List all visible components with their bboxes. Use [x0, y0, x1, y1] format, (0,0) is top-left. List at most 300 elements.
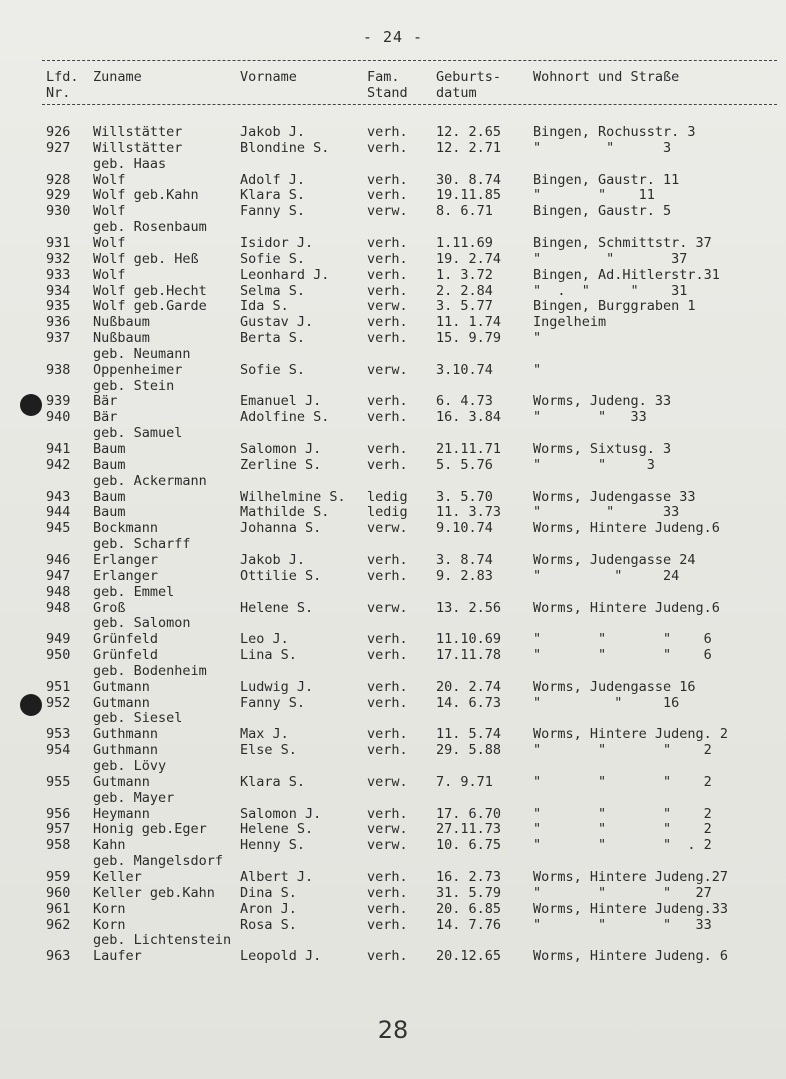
cell-wohnort: Worms, Hintere Judeng.6: [533, 599, 720, 616]
table-row: [0, 298, 786, 314]
cell-geburt: 5. 5.76: [436, 456, 493, 473]
cell-zuname: Honig geb.Eger: [93, 821, 207, 838]
cell-fam: verh.: [367, 805, 408, 822]
cell-geburt: 2. 2.84: [436, 282, 493, 299]
cell-geburt: 17.11.78: [436, 647, 502, 664]
cell-zuname: Keller: [93, 868, 142, 885]
cell-wohnort: " " 16: [533, 694, 680, 711]
cell-zuname: Keller geb.Kahn: [93, 884, 215, 901]
table-row: [0, 806, 786, 822]
cell-zuname: Kahn: [93, 837, 126, 854]
cell-wohnort: " " " 2: [533, 821, 712, 838]
cell-geburt: 12. 2.65: [436, 124, 502, 140]
cell-vorname: Ida S.: [240, 298, 289, 315]
table-row: [0, 378, 786, 394]
cell-vorname: Jakob J.: [240, 551, 306, 568]
cell-wohnort: Worms, Judengasse 33: [533, 488, 696, 505]
cell-zuname: Guthmann: [93, 726, 159, 743]
cell-geburt: 11. 3.73: [436, 504, 502, 521]
cell-geburt: 6. 4.73: [436, 393, 493, 410]
cell-wohnort: Worms, Sixtusg. 3: [533, 441, 672, 457]
cell-geburt: 29. 5.88: [436, 742, 502, 759]
table-row: [0, 504, 786, 520]
footer-page-number: 28: [377, 1016, 409, 1044]
table-row: [0, 156, 786, 172]
cell-nr: 927: [46, 139, 71, 156]
cell-zuname: Baum: [93, 441, 126, 457]
cell-wohnort: Worms, Hintere Judeng.27: [533, 868, 729, 885]
cell-fam: verh.: [367, 678, 408, 695]
cell-zuname: Heymann: [93, 805, 150, 822]
cell-fam: verh.: [367, 948, 408, 965]
cell-vorname: Emanuel J.: [240, 393, 322, 410]
cell-nr: 945: [46, 520, 71, 537]
cell-fam: verh.: [367, 456, 408, 473]
cell-geburt: 15. 9.79: [436, 330, 502, 347]
cell-nr: 947: [46, 567, 71, 584]
cell-fam: verw.: [367, 361, 408, 378]
cell-fam: verh.: [367, 631, 408, 648]
cell-wohnort: " " 33: [533, 504, 680, 521]
cell-geburt: 7. 9.71: [436, 773, 493, 790]
cell-fam: verh.: [367, 884, 408, 901]
table-row: [0, 235, 786, 251]
cell-wohnort: " " 33: [533, 409, 647, 426]
cell-zuname: Wolf geb.Garde: [93, 298, 207, 315]
cell-geburt: 11. 5.74: [436, 726, 502, 743]
cell-fam: verh.: [367, 234, 408, 251]
cell-fam: verh.: [367, 266, 408, 283]
cell-nr: 953: [46, 726, 71, 743]
cell-geburt: 20.12.65: [436, 948, 502, 965]
table-row: [0, 124, 786, 140]
cell-wohnort: " " " 6: [533, 647, 712, 664]
cell-wohnort: " . " " 31: [533, 282, 688, 299]
cell-fam: verh.: [367, 250, 408, 267]
cell-zuname: geb. Siesel: [93, 710, 183, 727]
table-row: [0, 821, 786, 837]
cell-zuname: geb. Lichtenstein: [93, 932, 232, 949]
cell-wohnort: " " " 6: [533, 631, 712, 648]
cell-vorname: Adolf J.: [240, 171, 306, 188]
cell-fam: verw.: [367, 203, 408, 220]
cell-vorname: Johanna S.: [240, 520, 322, 537]
cell-geburt: 14. 6.73: [436, 694, 502, 711]
cell-nr: 961: [46, 900, 71, 917]
cell-zuname: Wolf geb.Kahn: [93, 187, 199, 204]
table-row: [0, 853, 786, 869]
cell-vorname: Salomon J.: [240, 441, 322, 457]
cell-vorname: Blondine S.: [240, 139, 330, 156]
cell-vorname: Adolfine S.: [240, 409, 330, 426]
cell-zuname: Wolf geb.Hecht: [93, 282, 207, 299]
cell-geburt: 20. 6.85: [436, 900, 502, 917]
cell-nr: 948: [46, 599, 71, 616]
cell-zuname: Baum: [93, 504, 126, 521]
cell-geburt: 21.11.71: [436, 441, 502, 457]
cell-wohnort: " " " 2: [533, 742, 712, 759]
cell-zuname: Gutmann: [93, 694, 150, 711]
header-wohnort: Wohnort und Straße: [533, 69, 680, 85]
table-row: [0, 314, 786, 330]
cell-vorname: Mathilde S.: [240, 504, 330, 521]
cell-zuname: Wolf: [93, 203, 126, 220]
cell-fam: ledig: [367, 504, 408, 521]
cell-wohnort: ": [533, 330, 542, 347]
cell-zuname: geb. Samuel: [93, 425, 183, 442]
cell-vorname: Ludwig J.: [240, 678, 314, 695]
cell-zuname: Oppenheimer: [93, 361, 183, 378]
cell-geburt: 19. 2.74: [436, 250, 502, 267]
cell-fam: verh.: [367, 916, 408, 933]
cell-geburt: 17. 6.70: [436, 805, 502, 822]
cell-vorname: Henny S.: [240, 837, 306, 854]
table-row: [0, 552, 786, 568]
table-row: [0, 489, 786, 505]
cell-fam: verw.: [367, 520, 408, 537]
cell-zuname: Nußbaum: [93, 330, 150, 347]
table-row: [0, 425, 786, 441]
table-row: [0, 837, 786, 853]
cell-wohnort: " " " 27: [533, 884, 712, 901]
cell-wohnort: " " 24: [533, 567, 680, 584]
cell-geburt: 16. 2.73: [436, 868, 502, 885]
cell-nr: 928: [46, 171, 71, 188]
cell-geburt: 31. 5.79: [436, 884, 502, 901]
table-row: [0, 869, 786, 885]
cell-vorname: Else S.: [240, 742, 297, 759]
table-row: [0, 457, 786, 473]
cell-fam: verh.: [367, 726, 408, 743]
cell-wohnort: Worms, Hintere Judeng. 2: [533, 726, 729, 743]
cell-fam: verh.: [367, 868, 408, 885]
cell-zuname: geb. Stein: [93, 377, 175, 394]
cell-nr: 937: [46, 330, 71, 347]
cell-fam: verh.: [367, 314, 408, 331]
cell-wohnort: ": [533, 361, 542, 378]
table-row: [0, 393, 786, 409]
header-geburtsdatum: Geburts- datum: [436, 69, 502, 101]
table-row: [0, 536, 786, 552]
cell-geburt: 3. 5.77: [436, 298, 493, 315]
cell-wohnort: " " 3: [533, 456, 655, 473]
cell-nr: 957: [46, 821, 71, 838]
cell-nr: 941: [46, 441, 71, 457]
cell-zuname: geb. Neumann: [93, 345, 191, 362]
table-row: [0, 172, 786, 188]
cell-fam: verh.: [367, 282, 408, 299]
cell-zuname: Baum: [93, 456, 126, 473]
cell-fam: verh.: [367, 409, 408, 426]
cell-wohnort: " " " 2: [533, 773, 712, 790]
table-row: [0, 758, 786, 774]
cell-geburt: 9.10.74: [436, 520, 493, 537]
cell-vorname: Ottilie S.: [240, 567, 322, 584]
cell-vorname: Berta S.: [240, 330, 306, 347]
cell-geburt: 12. 2.71: [436, 139, 502, 156]
cell-vorname: Fanny S.: [240, 694, 306, 711]
cell-zuname: Bär: [93, 393, 118, 410]
cell-wohnort: " " 11: [533, 187, 655, 204]
cell-nr: 952: [46, 694, 71, 711]
table-row: [0, 267, 786, 283]
header-nr: Lfd. Nr.: [46, 69, 79, 101]
cell-vorname: Albert J.: [240, 868, 314, 885]
cell-vorname: Sofie S.: [240, 250, 306, 267]
cell-geburt: 27.11.73: [436, 821, 502, 838]
table-row: [0, 917, 786, 933]
cell-vorname: Lina S.: [240, 647, 297, 664]
cell-zuname: Wolf: [93, 234, 126, 251]
cell-geburt: 19.11.85: [436, 187, 502, 204]
cell-zuname: Gutmann: [93, 773, 150, 790]
cell-geburt: 11.10.69: [436, 631, 502, 648]
cell-fam: verw.: [367, 821, 408, 838]
cell-nr: 933: [46, 266, 71, 283]
cell-nr: 926: [46, 124, 71, 140]
cell-zuname: Erlanger: [93, 551, 159, 568]
table-row: [0, 584, 786, 600]
table-row: [0, 790, 786, 806]
table-row: [0, 441, 786, 457]
cell-nr: 959: [46, 868, 71, 885]
cell-geburt: 10. 6.75: [436, 837, 502, 854]
cell-wohnort: Worms, Judengasse 24: [533, 551, 696, 568]
cell-zuname: Baum: [93, 488, 126, 505]
cell-zuname: Korn: [93, 916, 126, 933]
cell-geburt: 14. 7.76: [436, 916, 502, 933]
cell-fam: verh.: [367, 139, 408, 156]
cell-fam: verh.: [367, 694, 408, 711]
cell-wohnort: " " " 2: [533, 805, 712, 822]
cell-zuname: Bär: [93, 409, 118, 426]
punch-hole: [20, 394, 42, 416]
cell-vorname: Helene S.: [240, 821, 314, 838]
cell-geburt: 1. 3.72: [436, 266, 493, 283]
cell-vorname: Sofie S.: [240, 361, 306, 378]
cell-nr: 944: [46, 504, 71, 521]
cell-vorname: Rosa S.: [240, 916, 297, 933]
cell-zuname: Groß: [93, 599, 126, 616]
cell-geburt: 3. 5.70: [436, 488, 493, 505]
table-row: [0, 615, 786, 631]
cell-zuname: Wolf: [93, 171, 126, 188]
header-vorname: Vorname: [240, 69, 297, 85]
cell-vorname: Aron J.: [240, 900, 297, 917]
table-row: [0, 219, 786, 235]
cell-vorname: Jakob J.: [240, 124, 306, 140]
cell-nr: 962: [46, 916, 71, 933]
cell-zuname: Laufer: [93, 948, 142, 965]
cell-nr: 936: [46, 314, 71, 331]
table-row: [0, 346, 786, 362]
cell-zuname: Bockmann: [93, 520, 159, 537]
cell-vorname: Leonhard J.: [240, 266, 330, 283]
cell-nr: 939: [46, 393, 71, 410]
cell-fam: verh.: [367, 742, 408, 759]
cell-zuname: geb. Haas: [93, 155, 167, 172]
cell-nr: 951: [46, 678, 71, 695]
cell-fam: verh.: [367, 330, 408, 347]
cell-fam: verh.: [367, 393, 408, 410]
table-row: [0, 726, 786, 742]
cell-vorname: Max J.: [240, 726, 289, 743]
cell-nr: 954: [46, 742, 71, 759]
cell-nr: 942: [46, 456, 71, 473]
punch-hole: [20, 694, 42, 716]
cell-wohnort: Bingen, Gaustr. 5: [533, 203, 672, 220]
cell-zuname: Wolf: [93, 266, 126, 283]
cell-geburt: 30. 8.74: [436, 171, 502, 188]
cell-wohnort: Worms, Judeng. 33: [533, 393, 672, 410]
cell-wohnort: Bingen, Gaustr. 11: [533, 171, 680, 188]
table-row: [0, 710, 786, 726]
cell-zuname: Grünfeld: [93, 631, 159, 648]
cell-nr: 932: [46, 250, 71, 267]
cell-vorname: Leopold J.: [240, 948, 322, 965]
table-row: [0, 742, 786, 758]
cell-nr: 946: [46, 551, 71, 568]
cell-wohnort: Bingen, Burggraben 1: [533, 298, 696, 315]
cell-zuname: Korn: [93, 900, 126, 917]
cell-zuname: geb. Mangelsdorf: [93, 853, 224, 870]
header-zuname: Zuname: [93, 69, 142, 85]
cell-nr: 929: [46, 187, 71, 204]
table-row: [0, 251, 786, 267]
table-row: [0, 283, 786, 299]
cell-nr: 931: [46, 234, 71, 251]
cell-geburt: 1.11.69: [436, 234, 493, 251]
cell-geburt: 9. 2.83: [436, 567, 493, 584]
cell-nr: 949: [46, 631, 71, 648]
cell-nr: 956: [46, 805, 71, 822]
table-row: [0, 885, 786, 901]
cell-fam: verh.: [367, 124, 408, 140]
cell-fam: verw.: [367, 599, 408, 616]
cell-wohnort: Ingelheim: [533, 314, 607, 331]
table-row: [0, 568, 786, 584]
cell-nr: 963: [46, 948, 71, 965]
cell-wohnort: Bingen, Ad.Hitlerstr.31: [533, 266, 720, 283]
cell-wohnort: Bingen, Rochusstr. 3: [533, 124, 696, 140]
cell-nr: 938: [46, 361, 71, 378]
table-row: [0, 932, 786, 948]
table-row: [0, 330, 786, 346]
cell-geburt: 16. 3.84: [436, 409, 502, 426]
cell-zuname: geb. Ackermann: [93, 472, 207, 489]
cell-wohnort: Worms, Hintere Judeng.6: [533, 520, 720, 537]
cell-wohnort: " " " . 2: [533, 837, 712, 854]
table-row: [0, 203, 786, 219]
cell-zuname: Nußbaum: [93, 314, 150, 331]
cell-vorname: Dina S.: [240, 884, 297, 901]
cell-wohnort: Worms, Judengasse 16: [533, 678, 696, 695]
header-top-rule: [42, 60, 777, 61]
table-row: [0, 948, 786, 964]
cell-zuname: geb. Lövy: [93, 758, 167, 774]
table-row: [0, 600, 786, 616]
cell-geburt: 3. 8.74: [436, 551, 493, 568]
cell-nr: 955: [46, 773, 71, 790]
cell-geburt: 11. 1.74: [436, 314, 502, 331]
table-row: [0, 631, 786, 647]
cell-zuname: Gutmann: [93, 678, 150, 695]
cell-nr: 958: [46, 837, 71, 854]
cell-nr: 948: [46, 583, 71, 600]
cell-zuname: Wolf geb. Heß: [93, 250, 199, 267]
cell-vorname: Klara S.: [240, 773, 306, 790]
cell-vorname: Helene S.: [240, 599, 314, 616]
cell-vorname: Selma S.: [240, 282, 306, 299]
table-row: [0, 647, 786, 663]
table-row: [0, 362, 786, 378]
cell-zuname: geb. Bodenheim: [93, 662, 207, 679]
table-row: [0, 695, 786, 711]
table-row: [0, 663, 786, 679]
cell-fam: verw.: [367, 298, 408, 315]
cell-geburt: 8. 6.71: [436, 203, 493, 220]
cell-nr: 943: [46, 488, 71, 505]
cell-vorname: Leo J.: [240, 631, 289, 648]
cell-fam: verh.: [367, 900, 408, 917]
page-number: - 24 -: [362, 28, 424, 46]
cell-wohnort: Bingen, Schmittstr. 37: [533, 234, 712, 251]
cell-wohnort: " " " 33: [533, 916, 712, 933]
cell-vorname: Klara S.: [240, 187, 306, 204]
cell-fam: ledig: [367, 488, 408, 505]
cell-zuname: geb. Mayer: [93, 789, 175, 806]
cell-wohnort: " " 37: [533, 250, 688, 267]
cell-zuname: Erlanger: [93, 567, 159, 584]
cell-wohnort: Worms, Hintere Judeng. 6: [533, 948, 729, 965]
table-row: [0, 140, 786, 156]
cell-nr: 950: [46, 647, 71, 664]
cell-nr: 934: [46, 282, 71, 299]
cell-fam: verw.: [367, 773, 408, 790]
cell-nr: 940: [46, 409, 71, 426]
table-row: [0, 901, 786, 917]
cell-fam: verh.: [367, 441, 408, 457]
cell-zuname: geb. Emmel: [93, 583, 175, 600]
cell-zuname: geb. Scharff: [93, 536, 191, 553]
cell-zuname: geb. Rosenbaum: [93, 219, 207, 236]
cell-wohnort: Worms, Hintere Judeng.33: [533, 900, 729, 917]
header-bottom-rule: [42, 104, 777, 105]
cell-nr: 935: [46, 298, 71, 315]
table-row: [0, 473, 786, 489]
cell-fam: verh.: [367, 551, 408, 568]
cell-zuname: Guthmann: [93, 742, 159, 759]
cell-vorname: Fanny S.: [240, 203, 306, 220]
table-row: [0, 774, 786, 790]
cell-fam: verh.: [367, 647, 408, 664]
table-row: [0, 409, 786, 425]
cell-vorname: Zerline S.: [240, 456, 322, 473]
cell-vorname: Gustav J.: [240, 314, 314, 331]
cell-zuname: geb. Salomon: [93, 615, 191, 632]
header-fam-stand: Fam. Stand: [367, 69, 408, 101]
cell-zuname: Willstätter: [93, 124, 183, 140]
table-row: [0, 187, 786, 203]
cell-fam: verw.: [367, 837, 408, 854]
cell-fam: verh.: [367, 187, 408, 204]
cell-geburt: 13. 2.56: [436, 599, 502, 616]
table-row: [0, 679, 786, 695]
cell-geburt: 20. 2.74: [436, 678, 502, 695]
cell-vorname: Salomon J.: [240, 805, 322, 822]
cell-nr: 960: [46, 884, 71, 901]
cell-fam: verh.: [367, 171, 408, 188]
